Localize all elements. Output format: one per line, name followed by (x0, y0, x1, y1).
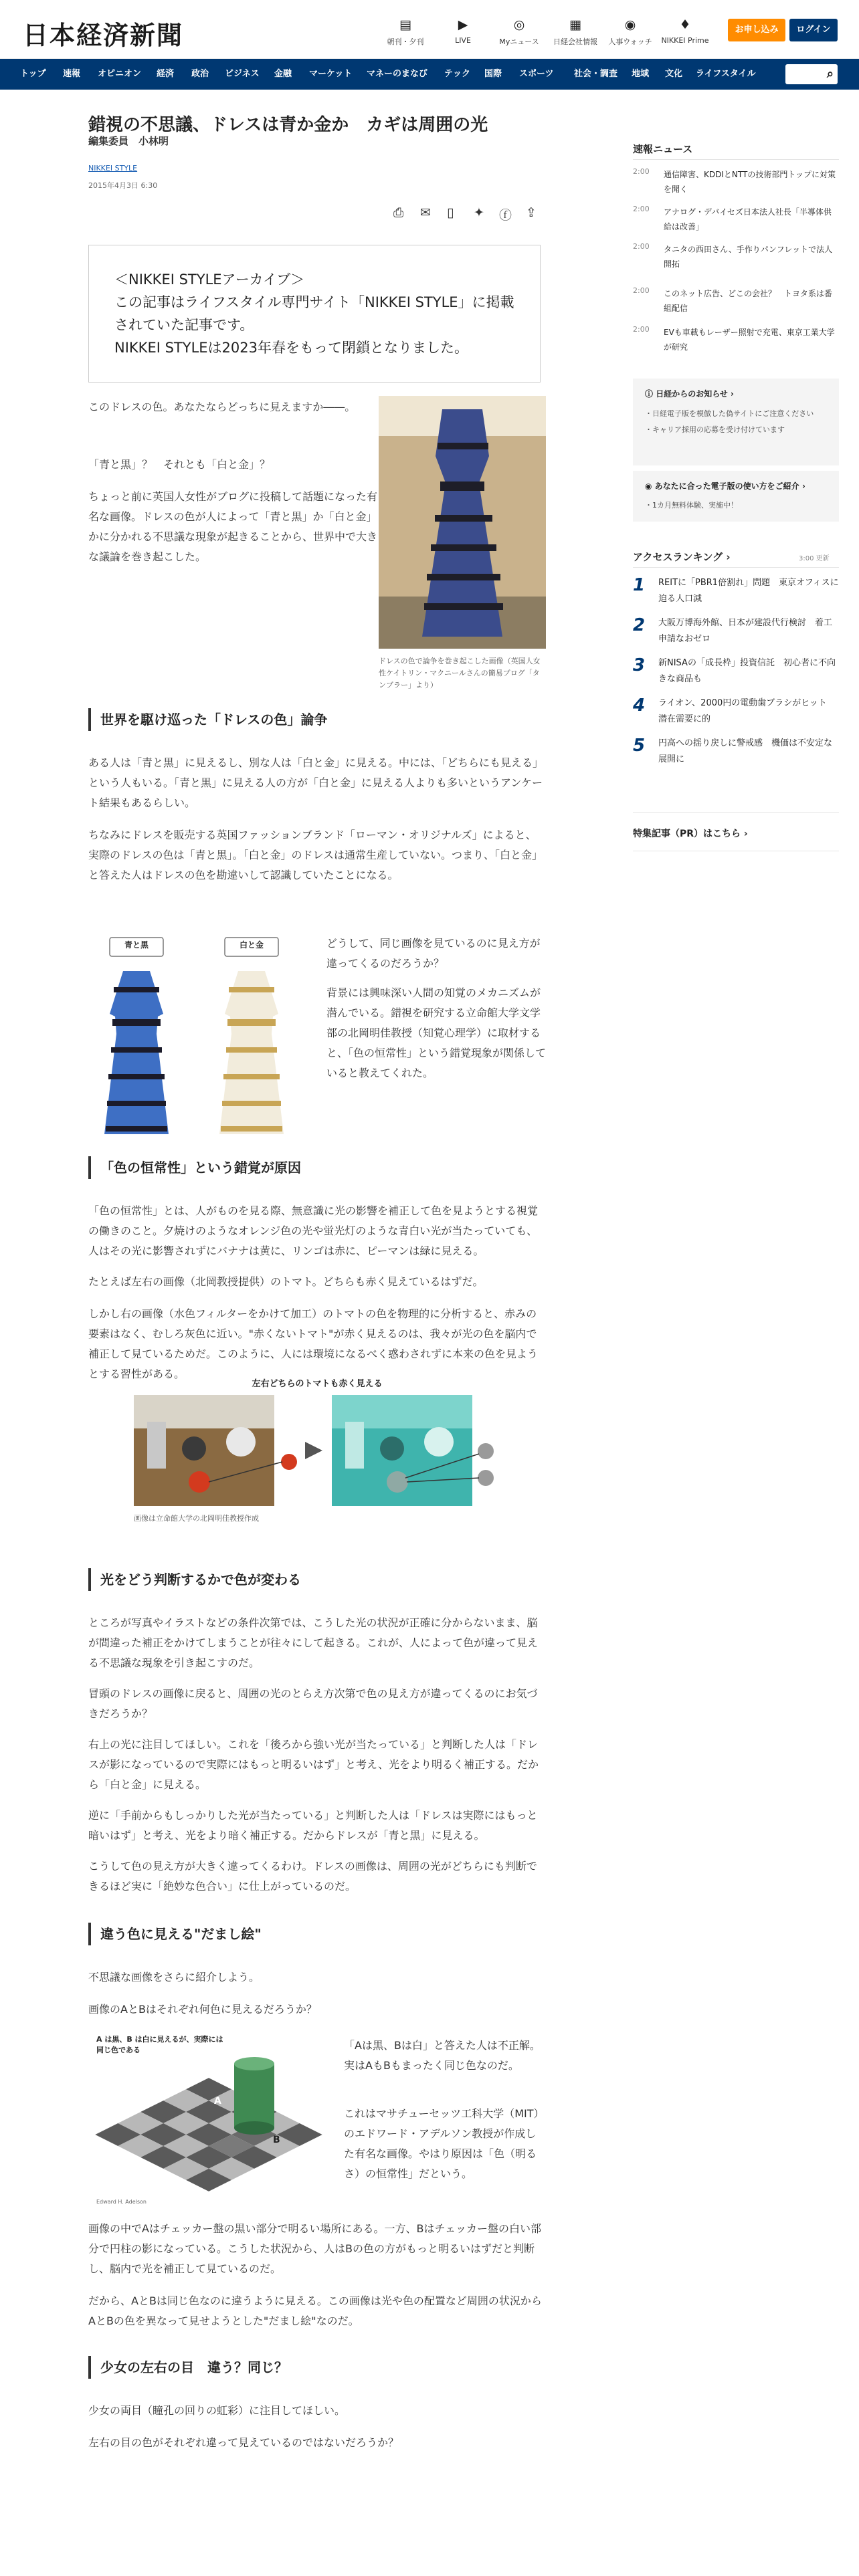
section-heading: 「色の恒常性」という錯覚が原因 (88, 1156, 546, 1179)
search-input[interactable]: 記事・キ ⌕ (785, 64, 838, 84)
paragraph: 「青と黒」？ それとも「白と金」？ (88, 458, 271, 471)
paragraph: こうして色の見え方が大きく違ってくるわけ。ドレスの画像は、周囲の光がどちらにも判断できるほど実に「絶妙な色合い」に仕上がっているのだ。 (88, 1860, 537, 1893)
header-jinji-link[interactable]: ◉ 人事ウォッチ (603, 17, 657, 47)
divider (633, 812, 839, 813)
nav-item[interactable]: 文化 (665, 69, 683, 79)
paragraph: 左右の目の色がそれぞれ違って見えているのではないだろうか？ (88, 2436, 399, 2449)
paragraph: ちなみにドレスを販売する英国ファッションブランド「ローマン・オリジナルズ」によると、実際のドレスの色は「青と黒」。「白と金」のドレスは通常生産していない。つまり、「白と金」と答えた人はドレスの色を勘違いして認識していたことになる。 (88, 829, 543, 881)
paragraph: 背景には興味深い人間の知覚のメカニズムが潜んでいる。錯視を研究する立命館大学文学部の北岡明佳教授（知覚心理学）に取材すると、「色の恒常性」という錯覚現象が関係していると教えてくれた。 (326, 986, 547, 1079)
site-logo[interactable]: 日本経済新聞 (23, 20, 184, 50)
paragraph: 不思議な画像をさらに紹介しよう。 (88, 1971, 260, 1983)
chevron-right-icon: › (741, 829, 748, 839)
paragraph: 右上の光に注目してほしい。これを「後ろから強い光が当たっている」と判断した人は「ドレスが影になっているので実際にはもっと明るいはず」と考え、光をより明るく補正する。だから「白と金」に見える。 (88, 1738, 539, 1791)
person-icon: ◉ (645, 481, 655, 491)
save-icon[interactable]: ▯ (447, 205, 454, 220)
tomato-comparison-image (134, 1395, 500, 1506)
paragraph: このドレスの色。あなたならどっちに見えますか――。 (88, 401, 356, 413)
person-search-icon: ◉ (624, 17, 636, 32)
person-icon: ◎ (513, 17, 525, 32)
paragraph: これはマサチューセッツ工科大学（MIT）のエドワード・アデルソン教授が作成した有名な画像。やはり原因は「色（明るさ）の恒常性」だという。 (344, 2107, 545, 2180)
prime-icon: ♦ (679, 17, 691, 32)
nav-item[interactable]: 経済 (157, 69, 175, 79)
login-button[interactable]: ログイン (789, 19, 838, 41)
ranking-updated: 3:00 更新 (799, 555, 830, 562)
notice-title[interactable]: ⓘ 日経からのお知らせ › (645, 389, 734, 399)
paragraph: しかし右の画像（水色フィルターをかけて加工）のトマトの色を物理的に分析すると、赤みの要素はなく、むしろ灰色に近い。"赤くないトマト"が赤く見えるのは、我々が光の色を脳内で補正して見ているためだ。このように、人には環境になるべく惑わされずに本来の色を見ようとする習性がある。 (88, 1307, 539, 1380)
paragraph: ある人は「青と黒」に見えるし、別な人は「白と金」に見える。中には、「どちらにも見える」という人もいる。「青と黒」に見える人の方が「白と金」に見える人よりも多いというアンケート結果もあるらしい。 (88, 756, 544, 809)
section-heading: 違う色に見える"だまし絵" (88, 1923, 546, 1945)
nav-item[interactable]: オピニオン (98, 69, 142, 79)
paragraph: だから、AとBは同じ色なのに違うように見える。この画像は光や色の配置など周囲の状況からAとBの色を異なって見せようとした"だまし絵"なのだ。 (88, 2294, 542, 2327)
share-icon[interactable]: ⇪ (526, 205, 537, 220)
section-heading: 光をどう判断するかで色が変わる (88, 1568, 546, 1591)
chart-icon: ▦ (569, 17, 581, 32)
plan-box[interactable]: ◉ あなたに合った電子版の使い方をご紹介 › ・1カ月無料体験、実施中！ (633, 471, 839, 522)
breaking-news-title[interactable]: 速報ニュース (633, 143, 693, 155)
archive-line: ＜NIKKEI STYLEアーカイブ＞ (114, 272, 305, 288)
mail-icon[interactable]: ✉ (420, 205, 431, 220)
twitter-icon[interactable]: ✦ (474, 205, 484, 220)
header-newspaper-link[interactable]: ▤ 朝刊・夕刊 (379, 17, 432, 47)
notice-box (633, 379, 839, 465)
header-prime-link[interactable]: ♦ NIKKEI Prime (658, 17, 712, 45)
print-icon[interactable]: ⎙ (393, 205, 404, 220)
tomato-figure-title: 左右どちらのトマトも赤く見える (252, 1379, 383, 1389)
paragraph: たとえば左右の画像（北岡教授提供）のトマト。どちらも赤く見えているはずだ。 (88, 1275, 484, 1288)
facebook-icon[interactable]: ⓕ (499, 208, 512, 223)
article-tag[interactable]: NIKKEI STYLE (88, 164, 138, 173)
nav-item[interactable]: 国際 (484, 69, 502, 79)
paragraph: ちょっと前に英国人女性がブログに投稿して話題になった有名な画像。ドレスの色が人によって「青と黒」か「白と金」かに分かれる不思議な現象が起きることから、世界中で大きな議論を巻き起こした。 (88, 490, 378, 563)
notice-item[interactable]: ・日経電子版を模倣した偽サイトにご注意ください (645, 409, 814, 418)
video-icon: ▶ (458, 17, 468, 32)
notice-item[interactable]: ・キャリア採用の応募を受け付けています (645, 425, 785, 434)
dress-label-white: 白と金 (239, 940, 264, 950)
chevron-right-icon: › (727, 389, 734, 399)
header-company-link[interactable]: ▦ 日経会社情報 (549, 17, 602, 47)
paragraph: どうして、同じ画像を見ているのに見え方が違ってくるのだろうか？ (326, 937, 541, 970)
main-nav (0, 59, 859, 90)
divider (633, 567, 839, 568)
search-icon[interactable]: ⌕ (826, 67, 834, 81)
checker-shadow-illustration (88, 2056, 329, 2210)
checker-figure-title: A は黒、B は白に見えるが、実際には同じ色である (96, 2035, 223, 2054)
ranking-title[interactable]: アクセスランキング › (633, 551, 731, 563)
nav-item[interactable]: スポーツ (519, 69, 554, 79)
nav-item[interactable]: 社会・調査 (574, 69, 618, 79)
paragraph: 逆に「手前からもしっかりした光が当たっている」と判断した人は「ドレスは実際にはもっと暗いはず」と考え、光をより暗く補正する。だからドレスが「青と黒」に見える。 (88, 1809, 538, 1842)
paragraph: 少女の両目（瞳孔の回りの虹彩）に注目してほしい。 (88, 2404, 346, 2417)
nav-item[interactable]: マーケット (309, 69, 353, 79)
tomato-caption: 画像は立命館大学の北岡明佳教授作成 (134, 1514, 259, 1523)
article-title: 錯視の不思議、ドレスは青か金か カギは周囲の光 (88, 115, 488, 135)
nav-item[interactable]: 速報 (63, 69, 81, 79)
dress-comparison-illustration (88, 934, 309, 1141)
section-heading: 世界を駆け巡った「ドレスの色」論争 (88, 708, 546, 731)
chevron-right-icon: › (799, 481, 805, 491)
info-icon: ⓘ (645, 389, 656, 399)
archive-notice (88, 245, 541, 383)
paragraph: 冒頭のドレスの画像に戻ると、周囲の光のとらえ方次第で色の見え方が違ってくるのにお気づきだろうか？ (88, 1687, 538, 1720)
nav-item[interactable]: 金融 (274, 69, 292, 79)
paragraph: 画像のAとBはそれぞれ何色に見えるだろうか？ (88, 2003, 317, 2016)
dress-photo (379, 396, 546, 649)
subscribe-button[interactable]: お申し込み (728, 19, 785, 41)
article-date: 2015年4月3日 6:30 (88, 181, 158, 190)
checker-label-b: B (273, 2135, 280, 2145)
photo-caption: ドレスの色で論争を巻き起こした画像（英国人女性ケイトリン・マクニールさんの簡易ブログ「タンブラー」より） (379, 657, 541, 689)
paragraph: 「色の恒常性」とは、人がものを見る際、無意識に光の影響を補正して色を見ようとする視覚の働きのこと。夕焼けのようなオレンジ色の光や蛍光灯のような青白い光が当たっていても、人はその光に影響されずにバナナは黄に、リンゴは赤に、ピーマンは緑に見える。 (88, 1204, 539, 1257)
checker-label-a: A (214, 2096, 221, 2107)
chevron-right-icon: › (723, 551, 731, 563)
nav-item[interactable]: 政治 (191, 69, 209, 79)
paragraph: ところが写真やイラストなどの条件次第では、こうした光の状況が正確に分からないまま、脳が間違った補正をかけてしまうことが往々にして起きる。これが、人によって色が違って見える不思議な現象を引き起こすのだ。 (88, 1616, 539, 1669)
nav-item[interactable]: ビジネス (225, 69, 260, 79)
nav-item[interactable]: トップ (20, 69, 46, 79)
paragraph: 「Aは黒、Bは白」と答えた人は不正解。実はAもBもまったく同じ色なのだ。 (344, 2039, 541, 2072)
archive-line: この記事はライフスタイル専門サイト「NIKKEI STYLE」に掲載されていた記事です。 (114, 294, 514, 333)
divider (633, 159, 839, 160)
nav-item[interactable]: テック (444, 69, 471, 79)
header-live-link[interactable]: ▶ LIVE (436, 17, 490, 45)
special-feature-link[interactable]: 特集記事（PR）はこちら › (633, 829, 748, 839)
nav-item[interactable]: ライフスタイル (696, 69, 756, 79)
paragraph: 画像の中でAはチェッカー盤の黒い部分で明るい場所にある。一方、Bはチェッカー盤の白い部分で円柱の影になっている。こうした状況から、人はBの色の方がもっと明るいはずだと判断し、脳内で光を補正して見ているのだ。 (88, 2222, 541, 2275)
dress-label-blue: 青と黒 (124, 940, 149, 950)
header-mynews-link[interactable]: ◎ Myニュース (492, 17, 546, 47)
nav-item[interactable]: マネーのまなび (367, 69, 428, 79)
checker-credit: Edward H. Adelson (96, 2199, 147, 2205)
site-header (0, 0, 859, 59)
newspaper-icon: ▤ (399, 17, 411, 32)
archive-line: NIKKEI STYLEは2023年春をもって閉鎖となりました。 (114, 340, 468, 356)
article-author: 編集委員 小林明 (88, 135, 169, 147)
nav-item[interactable]: 地域 (632, 69, 650, 79)
section-heading: 少女の左右の目 違う？同じ？ (88, 2356, 546, 2379)
